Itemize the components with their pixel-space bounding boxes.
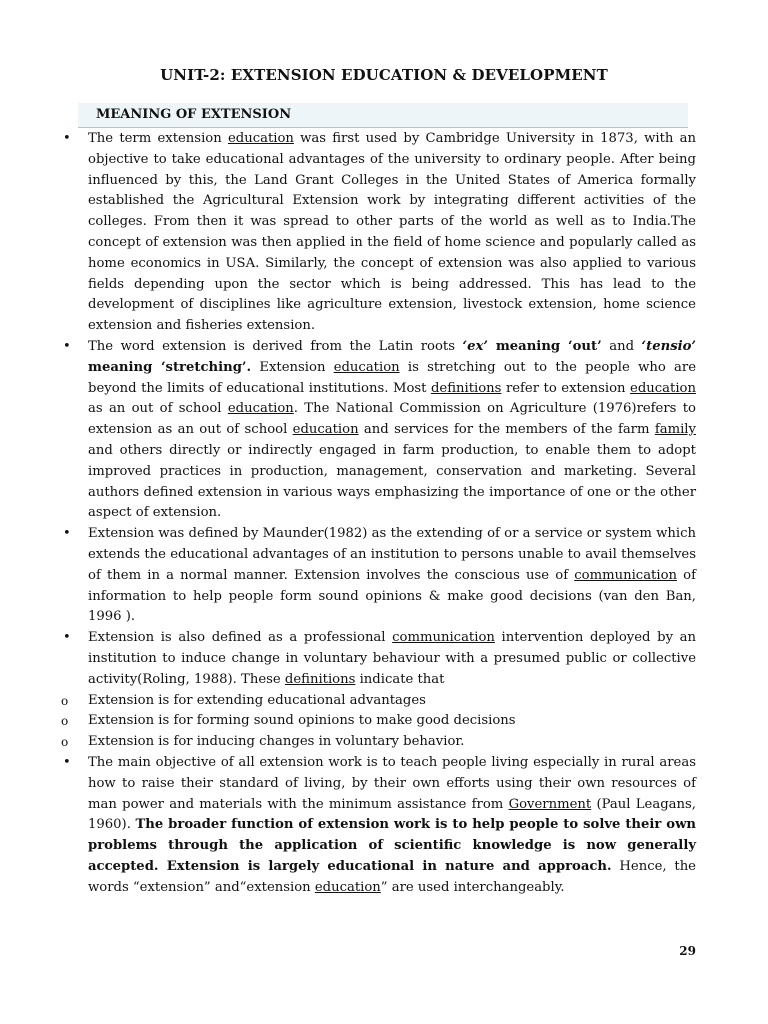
text-segment: ” are used interchangeably. — [380, 879, 565, 895]
text-segment: ‘tensio’ — [641, 338, 697, 354]
linked-term[interactable]: education — [333, 359, 400, 375]
text-segment: and services for the members of the farm — [358, 422, 655, 438]
bullet-marker: • — [63, 131, 71, 146]
body-content — [58, 129, 696, 898]
text-segment: Extension was defined by Maunder(1982) as the extending of or a service or system which extends the educational advantages of an institution to persons unable to avail themselves of them in a normal manner. Extension involves the conscious use of — [88, 526, 696, 583]
text-segment: The term extension — [88, 131, 228, 146]
bullet-marker: • — [63, 754, 71, 770]
text-segment: refer to extension — [501, 380, 631, 396]
text-segment: Extension is also defined as a professional — [88, 630, 393, 646]
text-segment: (Paul Leagans, 1960). — [88, 796, 696, 833]
linked-term[interactable]: education — [292, 422, 359, 438]
sub-list-item — [58, 711, 696, 732]
page-number: 29 — [679, 944, 696, 958]
text-segment: as an out of school — [88, 401, 228, 417]
text-segment: is stretching out to the people who are beyond the limits of educational institutions. Most — [88, 359, 697, 396]
linked-term[interactable]: family — [654, 422, 696, 438]
text-segment: and others directly or indirectly engaged in farm production, to enable them to adopt improved practices in production, management, conservation and marketing. Several authors defined extension in various ways emphasizing the importance of one or the other aspect of extension. — [88, 442, 696, 521]
linked-term[interactable]: definitions — [284, 671, 356, 687]
linked-term[interactable]: education — [227, 401, 294, 417]
linked-term[interactable]: education — [227, 131, 294, 146]
sub-bullet-marker: o — [61, 714, 69, 729]
text-segment: The word extension is derived from the Latin roots — [88, 338, 463, 354]
sub-bullet-marker: o — [61, 735, 69, 750]
list-item — [58, 337, 696, 524]
page-title: UNIT-2: EXTENSION EDUCATION & DEVELOPMENT — [160, 66, 608, 84]
linked-term[interactable]: education — [314, 879, 381, 895]
sub-bullet-marker: o — [61, 693, 69, 708]
text-segment: The broader function of extension work is to help people to solve their own problems through the application of scientific knowledge is now generally accepted. Extension is largely educational in nature and approach. — [88, 817, 697, 874]
list-item — [58, 129, 696, 337]
text-segment: Extension — [251, 359, 334, 375]
bullet-marker: • — [63, 338, 71, 354]
text-segment: The main objective of all extension work is to teach people living especially in rural areas how to raise their standard of living, by their own efforts using their own resources of man power and materials with the minimum assistance from — [88, 754, 696, 812]
text-segment: indicate that — [355, 671, 445, 687]
bullet-marker: • — [63, 630, 71, 646]
linked-term[interactable]: Government — [508, 796, 592, 812]
list-item — [58, 753, 696, 899]
text-segment: Extension is for forming sound opinions to make good decisions — [88, 713, 516, 729]
text-segment: Extension is for extending educational advantages — [88, 692, 426, 708]
text-segment: meaning ‘out’ — [487, 338, 602, 354]
text-segment: ‘ex’ — [462, 338, 488, 354]
section-heading-box — [78, 103, 688, 128]
sub-list-item — [58, 691, 696, 712]
list-item — [58, 628, 696, 690]
text-segment: was first used by Cambridge University in 1873, with an objective to take educational advantages of the university to ordinary people. After being influenced by this, the Land Grant Colleges in the United States of America formally established the Agricultural Extension work by integrating different activities of the colleges. From then it was spread to other parts of the world as well as to India.The concept of extension was then applied in the field of home science and popularly called as home economics in USA. Similarly, the concept of extension was also applied to various fields depending upon the sector which is being addressed. This has lead to the development of disciplines like agriculture extension, livestock extension, home science extension and fisheries extension. — [88, 131, 696, 334]
text-segment: Hence, the words “extension” and“extension — [88, 858, 696, 895]
list-item — [58, 524, 696, 628]
section-heading: MEANING OF EXTENSION — [96, 107, 292, 122]
text-segment: and — [601, 338, 642, 354]
linked-term[interactable]: communication — [392, 630, 495, 646]
sub-list-item — [58, 732, 696, 753]
text-segment: Extension is for inducing changes in voluntary behavior. — [88, 734, 465, 750]
linked-term[interactable]: communication — [574, 567, 678, 583]
linked-term[interactable]: education — [630, 380, 696, 396]
text-segment: of information to help people form sound opinions & make good decisions (van den Ban, 1996 ). — [88, 567, 696, 625]
linked-term[interactable]: definitions — [430, 380, 502, 396]
text-segment: . The National Commission on Agriculture (1976)refers to extension as an out of school — [88, 401, 696, 438]
text-segment: meaning ‘stretching’. — [88, 359, 252, 375]
text-segment: intervention deployed by an institution to induce change in voluntary behaviour with a presumed public or collective activity(Roling, 1988). These — [88, 630, 696, 687]
bullet-marker: • — [63, 526, 71, 542]
